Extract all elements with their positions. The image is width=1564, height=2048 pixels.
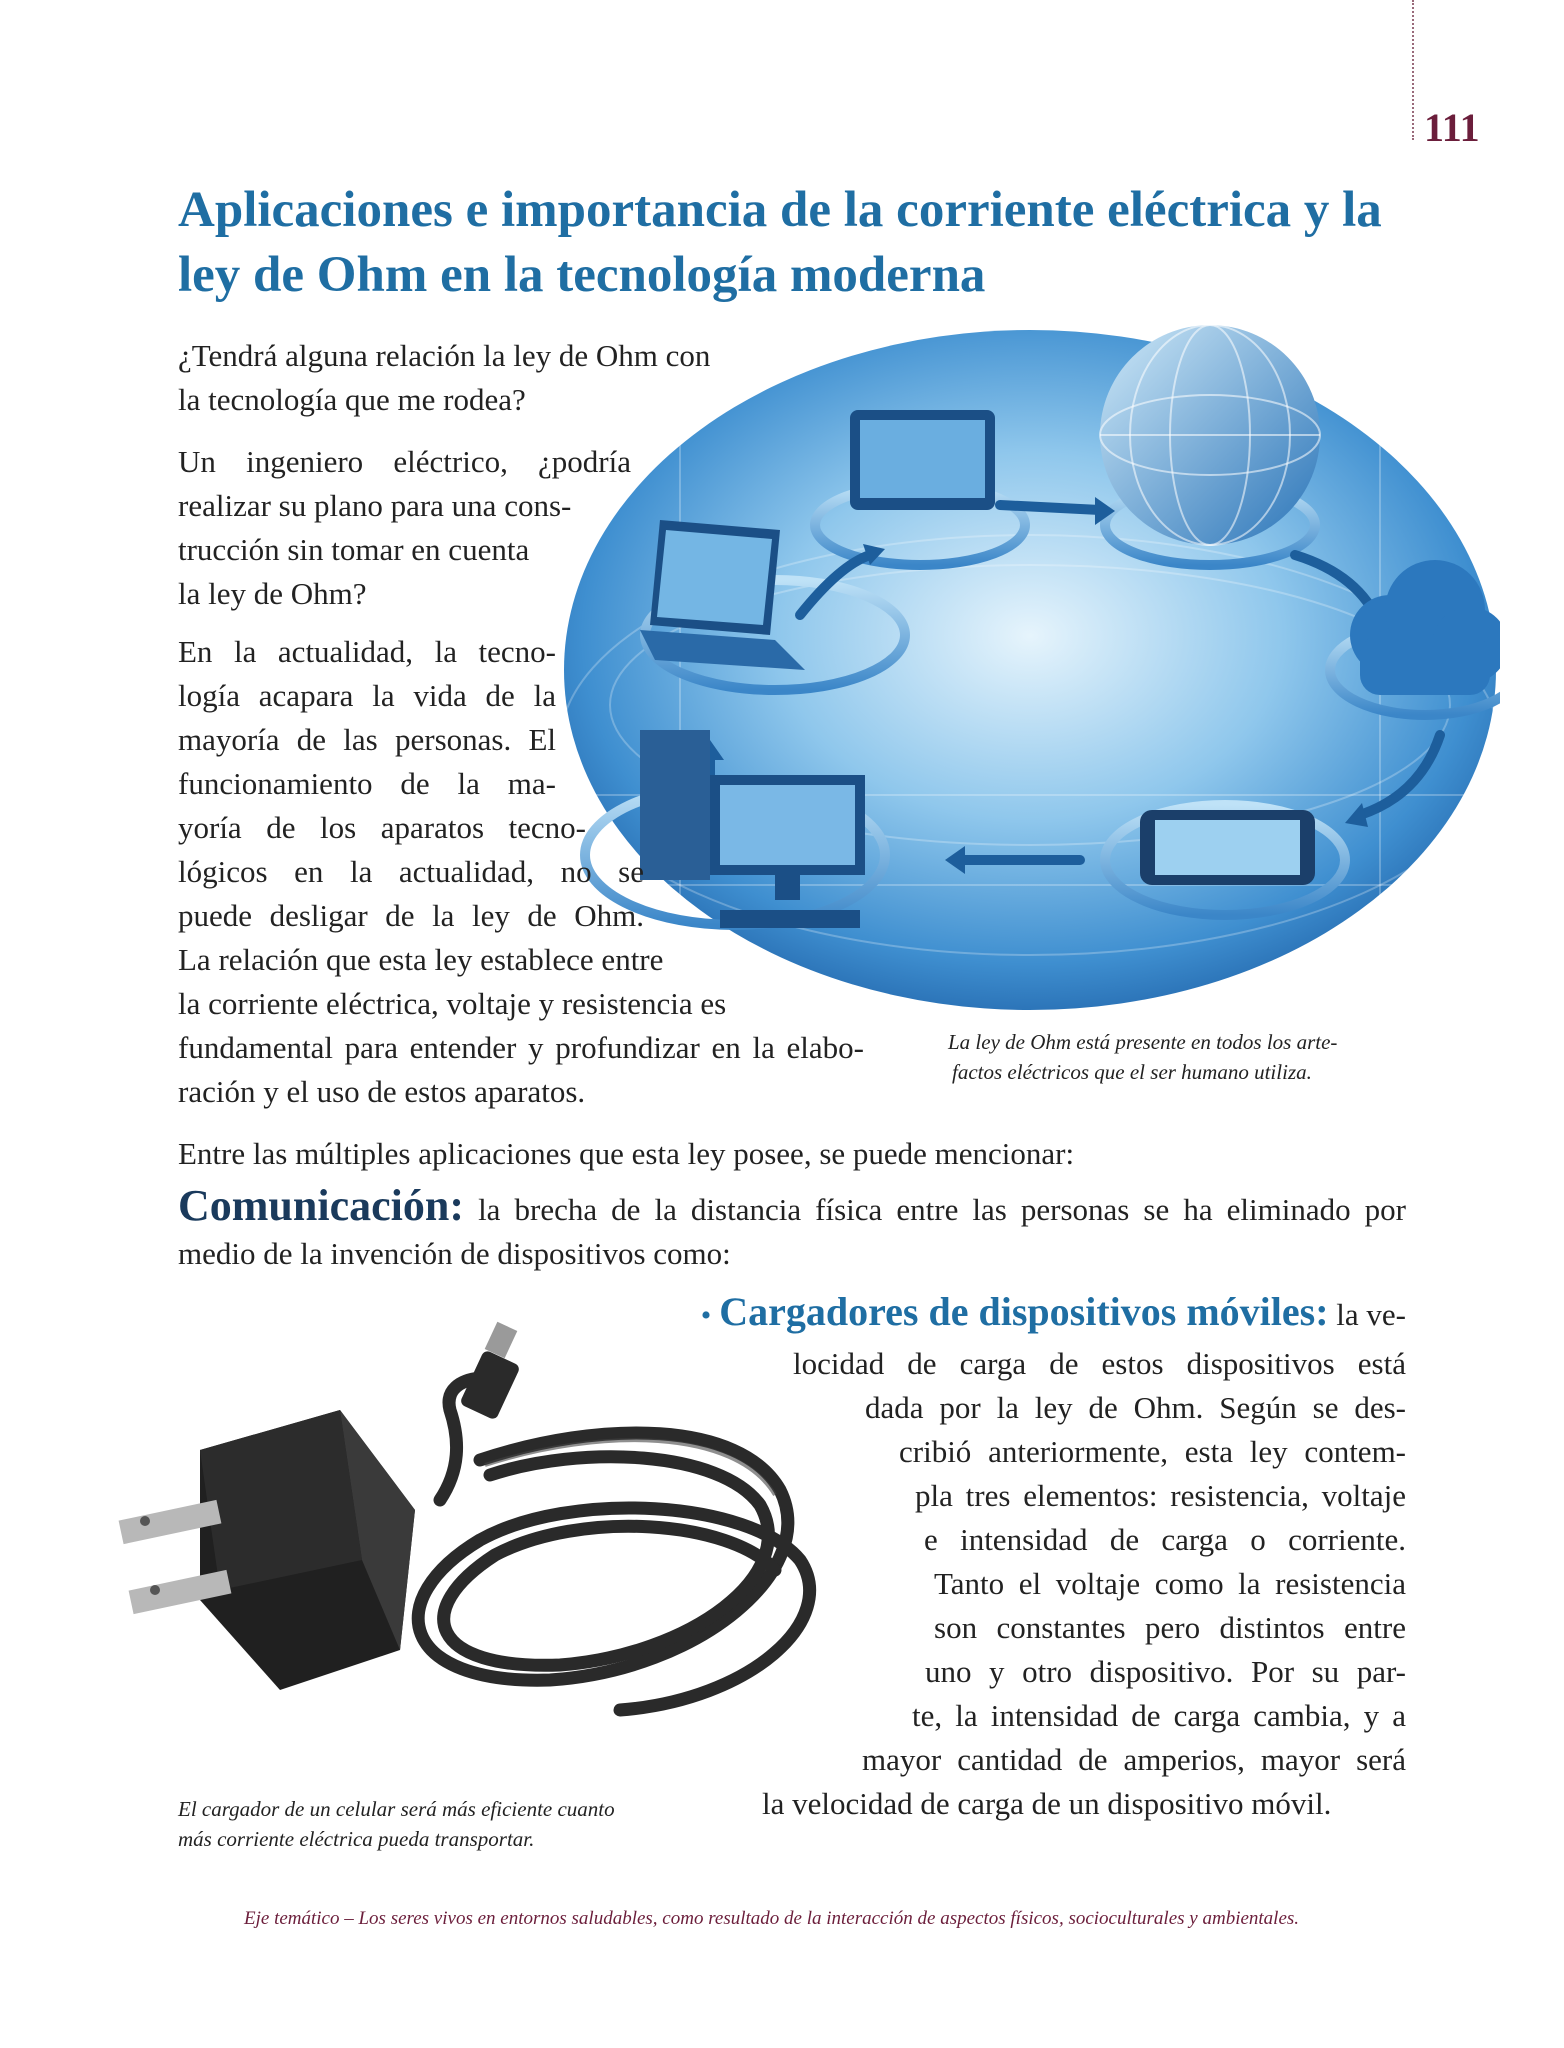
page-number: 111: [1424, 105, 1480, 150]
intro-question-1: ¿Tendrá alguna relación la ley de Ohm con la tecnología que me rodea?: [178, 338, 711, 417]
applications-intro: Entre las múltiples aplicaciones que esta ley posee, se puede mencionar:: [178, 1136, 1075, 1171]
page-title: [178, 178, 1428, 309]
communication-term: Comunicación:: [178, 1181, 464, 1230]
network-photo-caption: La ley de Ohm está presente en todos los arte- factos eléctricos que el ser humano utiliza.: [948, 1030, 1338, 1084]
chargers-term: Cargadores de dispositivos móviles:: [719, 1289, 1329, 1334]
bullet-icon: •: [700, 1299, 712, 1332]
communication-section: [178, 1181, 1406, 1276]
margin-dotted-rule: [1412, 0, 1414, 140]
chargers-body: locidad de carga de estos dispositivos está dada por la ley de Ohm. Según se des- cribió anteriormente, esta ley contem- pla tres elementos: resistencia, voltaje e intensidad de carga o corriente. Tanto el voltaje como la resistencia son constantes pero distintos entre uno y otro dispositivo. Por su par- te, la intensidad de carga cambia, y a mayor cantidad de amperios, mayor será la velocidad de carga de un dispositivo móvil.: [762, 1346, 1406, 1821]
communication-text-1: la brecha de la distancia física entre las personas se ha eliminado por: [464, 1192, 1406, 1227]
intro-question-2: Un ingeniero eléctrico, ¿podría realizar su plano para una cons- trucción sin tomar en cuenta la ley de Ohm?: [178, 444, 631, 611]
chargers-section: [700, 1290, 1406, 1338]
title-line-2: ley de Ohm en la tecnología moderna: [178, 247, 986, 304]
footer-thematic-axis: Eje temático – Los seres vivos en entornos saludables, como resultado de la interacción de aspectos físicos, socioculturales y ambientales.: [244, 1908, 1300, 1929]
chargers-first: la ve-: [1328, 1297, 1406, 1332]
communication-text-2: medio de la invención de dispositivos como:: [178, 1236, 731, 1271]
title-line-1: Aplicaciones e importancia de la corriente eléctrica y la: [178, 182, 1382, 238]
charger-photo-caption: El cargador de un celular será más eficiente cuanto más corriente eléctrica pueda transportar.: [178, 1797, 615, 1851]
intro-paragraph: En la actualidad, la tecno- logía acapara la vida de la mayoría de las personas. El funcionamiento de la ma- yoría de los aparatos tecno- lógicos en la actualidad, no se puede desligar de la ley de Ohm. La relación que esta ley establece entre la corriente eléctrica, voltaje y resistencia es fundamental para entender y profundizar en la elabo- ración y el uso de estos aparatos.: [178, 634, 864, 1109]
